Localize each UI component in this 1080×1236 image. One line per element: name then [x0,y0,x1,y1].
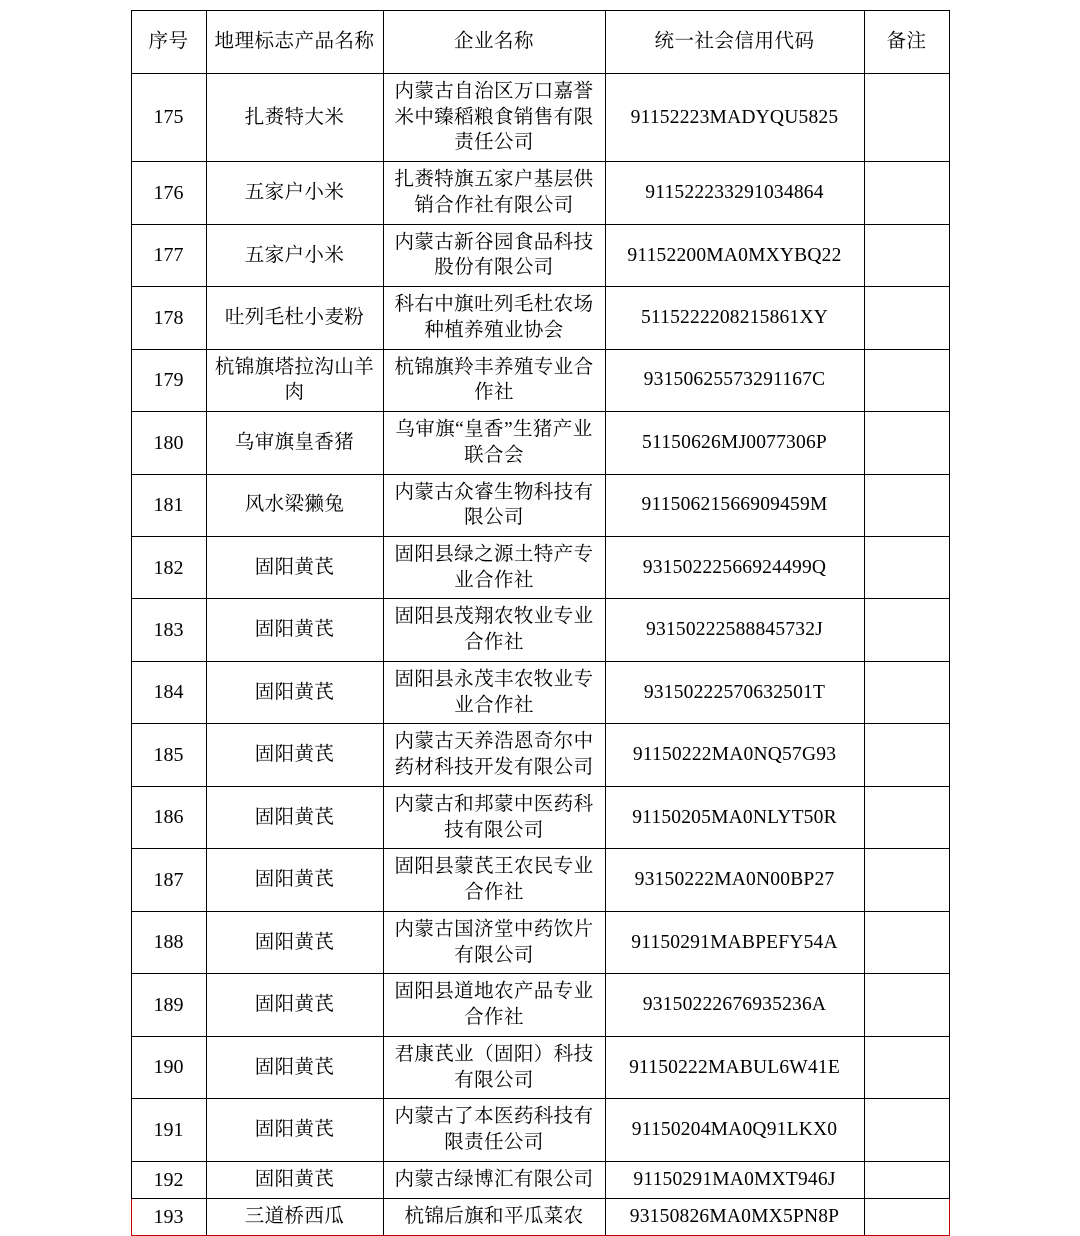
table-header [131,11,949,74]
cell-enterprise: 杭锦旗羚丰养殖专业合作社 [383,349,605,411]
cell-enterprise: 固阳县蒙芪王农民专业合作社 [383,849,605,911]
table-row [131,1099,949,1161]
cell-note [864,599,949,661]
cell-code: 91150205MA0NLYT50R [605,786,864,848]
cell-product: 固阳黄芪 [206,1099,383,1161]
cell-enterprise: 科右中旗吐列毛杜农场种植养殖业协会 [383,287,605,349]
table-row [131,1199,949,1236]
table-row [131,599,949,661]
cell-code: 91152200MA0MXYBQ22 [605,224,864,286]
cell-product: 固阳黄芪 [206,724,383,786]
cell-code: 91150204MA0Q91LKX0 [605,1099,864,1161]
cell-product: 固阳黄芪 [206,1161,383,1198]
cell-code: 93150222588845732J [605,599,864,661]
cell-enterprise: 内蒙古绿博汇有限公司 [383,1161,605,1198]
cell-product: 固阳黄芪 [206,599,383,661]
cell-note [864,911,949,973]
cell-code: 93150625573291167C [605,349,864,411]
table-row [131,287,949,349]
cell-enterprise: 内蒙古和邦蒙中医药科技有限公司 [383,786,605,848]
table-row [131,661,949,723]
cell-seq: 182 [131,537,206,599]
cell-note [864,349,949,411]
cell-code: 93150222566924499Q [605,537,864,599]
table-row [131,349,949,411]
table-body [131,74,949,1236]
cell-enterprise: 固阳县绿之源土特产专业合作社 [383,537,605,599]
cell-seq: 189 [131,974,206,1036]
cell-product: 固阳黄芪 [206,786,383,848]
table-row [131,537,949,599]
cell-code: 91150222MA0NQ57G93 [605,724,864,786]
cell-code: 91150621566909459M [605,474,864,536]
cell-product: 五家户小米 [206,162,383,224]
cell-product: 固阳黄芪 [206,537,383,599]
cell-enterprise: 内蒙古众睿生物科技有限公司 [383,474,605,536]
cell-note [864,661,949,723]
column-header-code: 统一社会信用代码 [605,11,864,74]
cell-product: 固阳黄芪 [206,974,383,1036]
cell-product: 风水梁獭兔 [206,474,383,536]
table-row [131,1036,949,1098]
table-row [131,786,949,848]
cell-note [864,412,949,474]
cell-enterprise: 君康芪业（固阳）科技有限公司 [383,1036,605,1098]
cell-code: 5115222208215861XY [605,287,864,349]
cell-note [864,224,949,286]
cell-enterprise: 内蒙古新谷园食品科技股份有限公司 [383,224,605,286]
table-row [131,474,949,536]
cell-note [864,724,949,786]
cell-seq: 176 [131,162,206,224]
cell-enterprise: 固阳县茂翔农牧业专业合作社 [383,599,605,661]
cell-code: 91150291MABPEFY54A [605,911,864,973]
cell-enterprise: 内蒙古自治区万口嘉誉米中臻稻粮食销售有限责任公司 [383,74,605,162]
column-header-note: 备注 [864,11,949,74]
cell-seq: 180 [131,412,206,474]
cell-enterprise: 固阳县永茂丰农牧业专业合作社 [383,661,605,723]
cell-code: 93150222570632501T [605,661,864,723]
table-row [131,849,949,911]
cell-product: 吐列毛杜小麦粉 [206,287,383,349]
cell-note [864,1036,949,1098]
cell-seq: 184 [131,661,206,723]
cell-note [864,287,949,349]
cell-enterprise: 扎赉特旗五家户基层供销合作社有限公司 [383,162,605,224]
cell-note [864,474,949,536]
geographic-indication-table [131,10,950,1236]
cell-note [864,1099,949,1161]
cell-seq: 186 [131,786,206,848]
cell-seq: 179 [131,349,206,411]
table-row [131,74,949,162]
cell-seq: 185 [131,724,206,786]
cell-code: 91150291MA0MXT946J [605,1161,864,1198]
cell-note [864,849,949,911]
cell-seq: 177 [131,224,206,286]
cell-seq: 183 [131,599,206,661]
cell-seq: 188 [131,911,206,973]
cell-enterprise: 内蒙古国济堂中药饮片有限公司 [383,911,605,973]
cell-enterprise: 内蒙古天养浩恩奇尔中药材科技开发有限公司 [383,724,605,786]
cell-product: 固阳黄芪 [206,661,383,723]
cell-product: 杭锦旗塔拉沟山羊肉 [206,349,383,411]
cell-product: 乌审旗皇香猪 [206,412,383,474]
table-row [131,911,949,973]
cell-seq: 175 [131,74,206,162]
cell-note [864,974,949,1036]
cell-product: 固阳黄芪 [206,849,383,911]
table-row [131,412,949,474]
cell-note [864,162,949,224]
cell-product: 固阳黄芪 [206,1036,383,1098]
cell-code: 91152223MADYQU5825 [605,74,864,162]
column-header-product: 地理标志产品名称 [206,11,383,74]
column-header-enterprise: 企业名称 [383,11,605,74]
cell-seq: 193 [131,1199,206,1236]
table-row [131,724,949,786]
cell-enterprise: 固阳县道地农产品专业合作社 [383,974,605,1036]
cell-seq: 190 [131,1036,206,1098]
cell-seq: 178 [131,287,206,349]
cell-product: 扎赉特大米 [206,74,383,162]
table-row [131,974,949,1036]
cell-seq: 192 [131,1161,206,1198]
cell-enterprise: 乌审旗“皇香”生猪产业联合会 [383,412,605,474]
cell-product: 固阳黄芪 [206,911,383,973]
cell-enterprise: 杭锦后旗和平瓜菜农 [383,1199,605,1236]
table-row [131,224,949,286]
cell-code: 93150222MA0N00BP27 [605,849,864,911]
cell-code: 51150626MJ0077306P [605,412,864,474]
table-header-row [131,11,949,74]
cell-code: 91150222MABUL6W41E [605,1036,864,1098]
cell-code: 93150222676935236A [605,974,864,1036]
cell-enterprise: 内蒙古了本医药科技有限责任公司 [383,1099,605,1161]
table-row [131,1161,949,1198]
table-row [131,162,949,224]
cell-product: 三道桥西瓜 [206,1199,383,1236]
cell-code: 911522233291034864 [605,162,864,224]
cell-note [864,1199,949,1236]
cell-product: 五家户小米 [206,224,383,286]
cell-code: 93150826MA0MX5PN8P [605,1199,864,1236]
cell-note [864,1161,949,1198]
cell-seq: 187 [131,849,206,911]
cell-seq: 191 [131,1099,206,1161]
cell-seq: 181 [131,474,206,536]
cell-note [864,537,949,599]
column-header-seq: 序号 [131,11,206,74]
cell-note [864,74,949,162]
cell-note [864,786,949,848]
